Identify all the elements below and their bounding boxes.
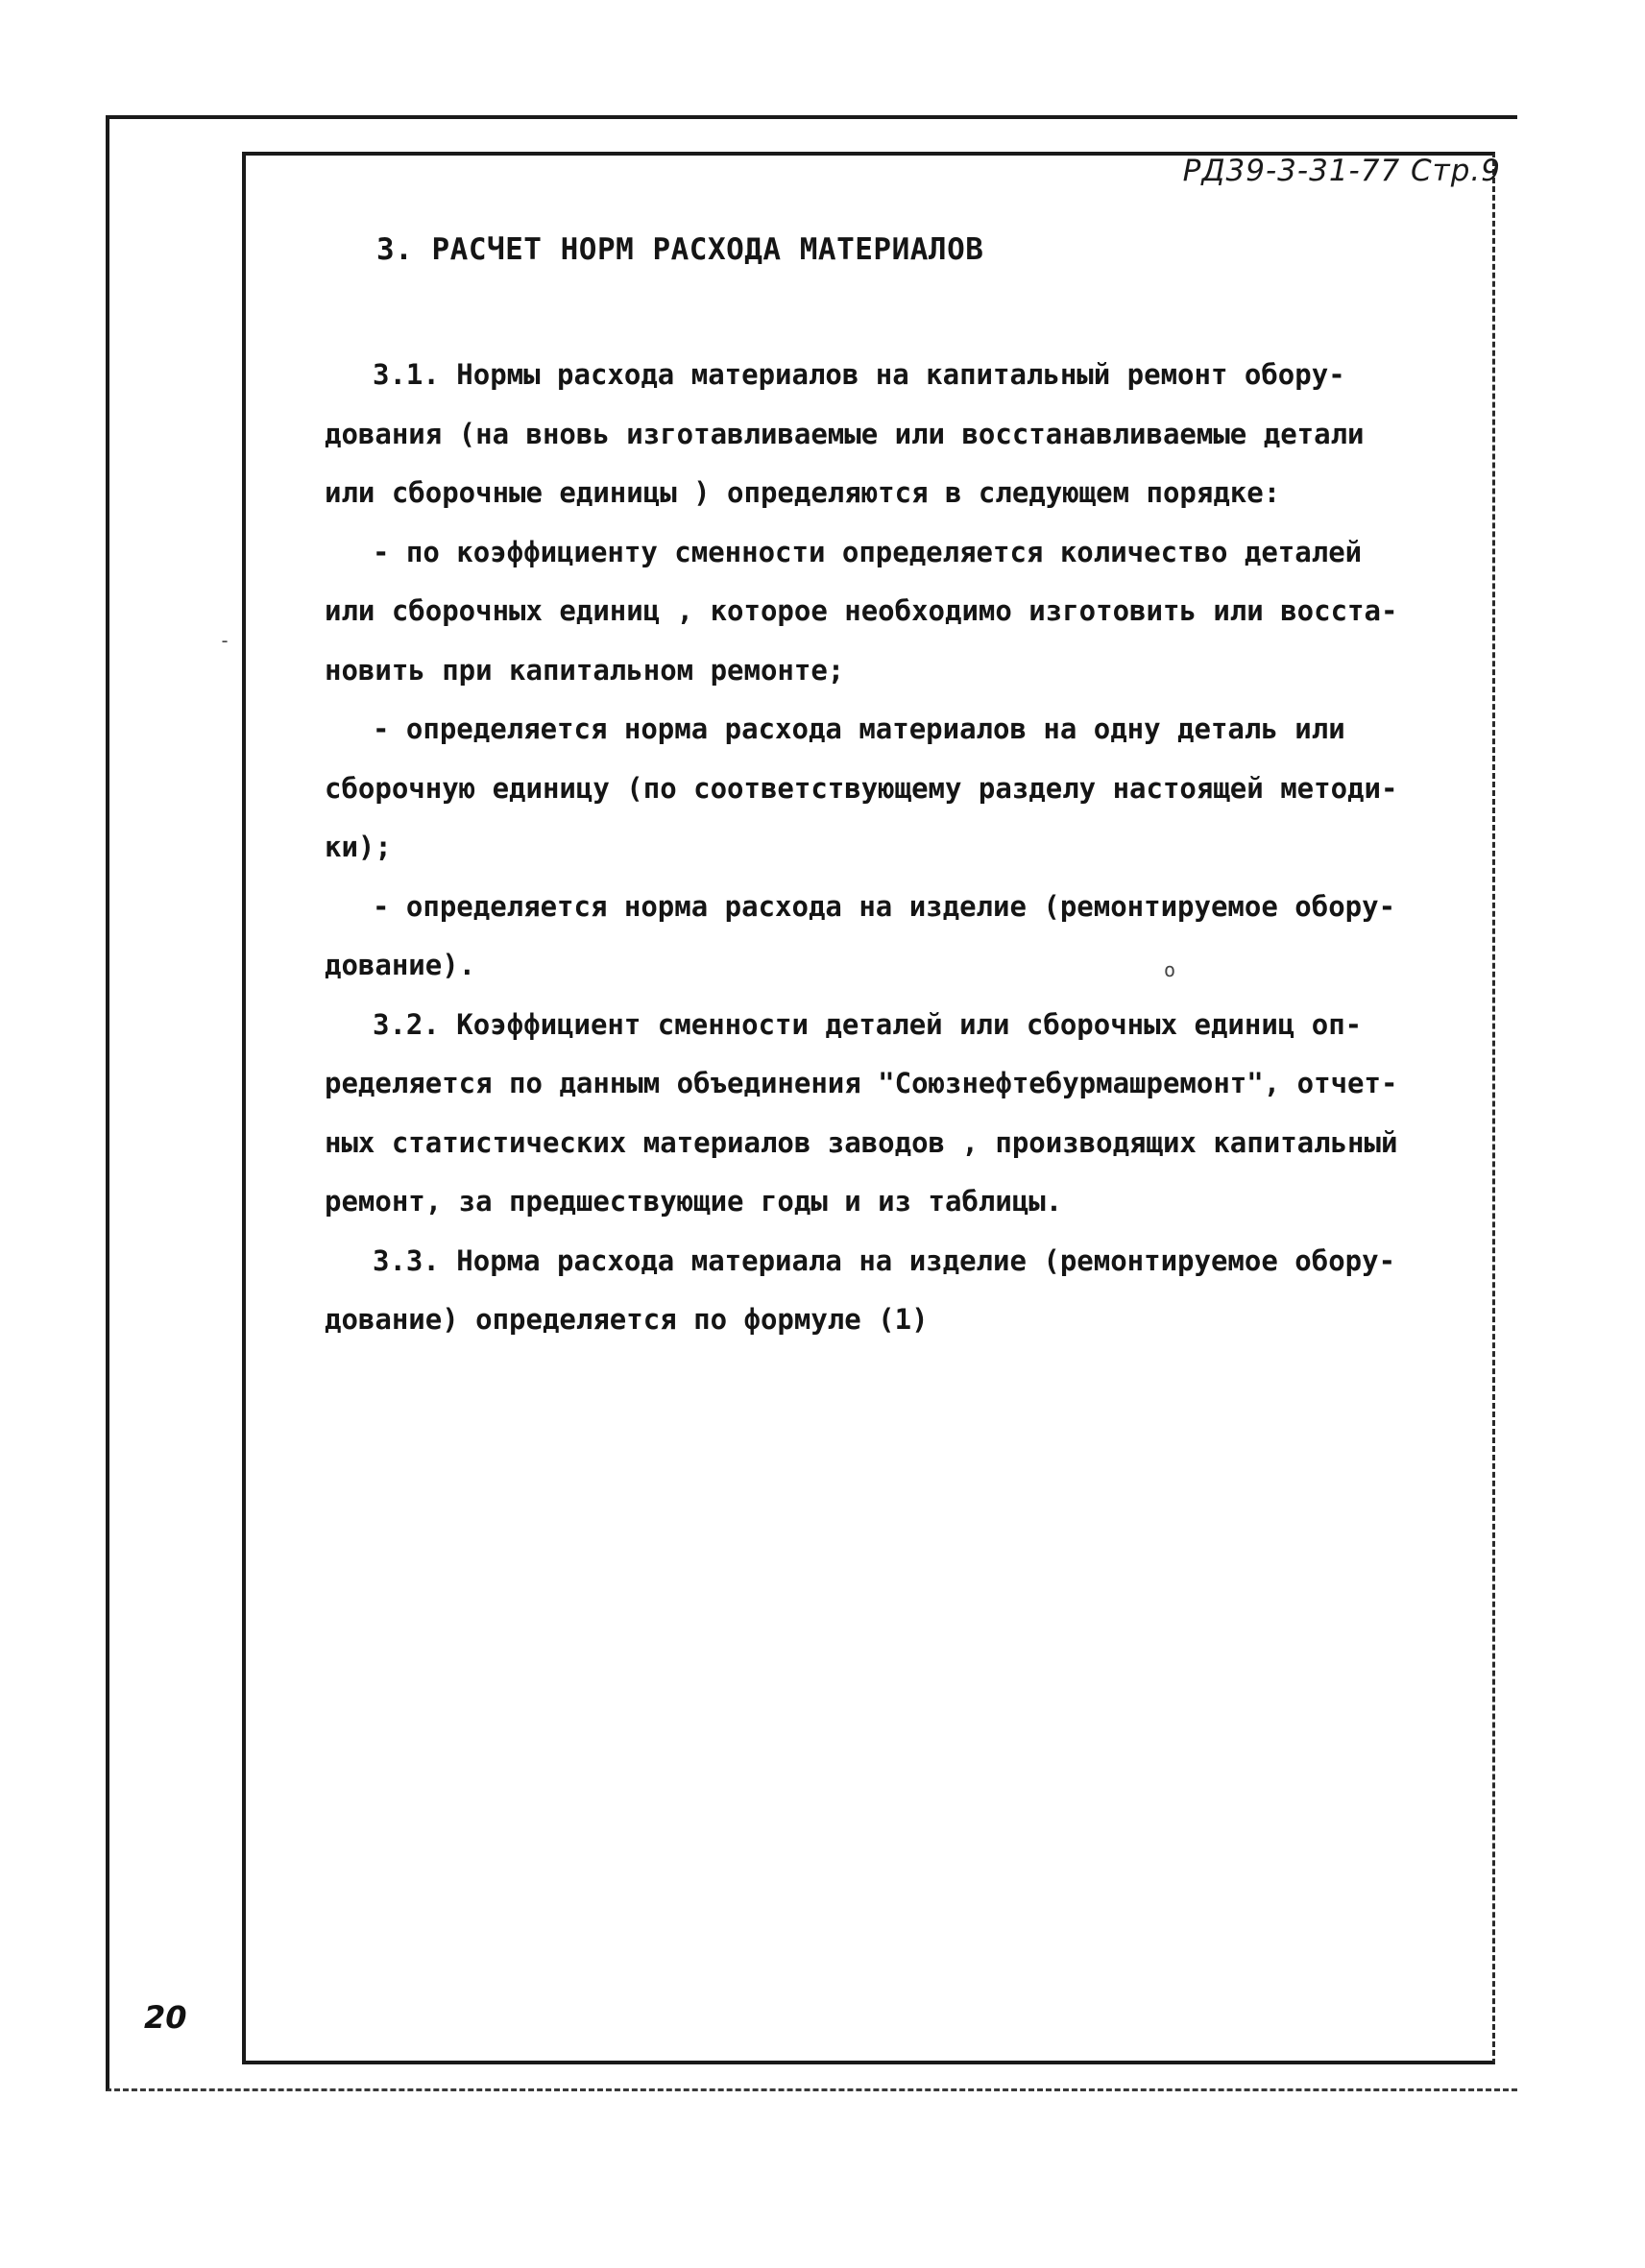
text-line: 3.3. Норма расхода материала на изделие (ремонтируемое обору- xyxy=(373,1243,1396,1277)
text-line: - определяется норма расхода материалов на одну деталь или xyxy=(373,712,1345,745)
text-line: или сборочных единиц , которое необходимо изготовить или восста- xyxy=(325,594,1398,627)
text-line: дование). xyxy=(325,949,476,981)
text-line: 3.1. Нормы расхода материалов на капитальный ремонт обору- xyxy=(373,358,1345,391)
text-line: 3.2. Коэффициент сменности деталей или сборочных единиц оп- xyxy=(373,1007,1363,1041)
document-code: РД39-3-31-77 Стр.9 xyxy=(1182,154,1501,188)
scan-speck-mark: o xyxy=(1164,958,1176,981)
text-line: ределяется по данным объединения "Союзнефтебурмашремонт", отчет- xyxy=(325,1067,1398,1099)
page-number: 20 xyxy=(144,1999,187,2036)
text-line: новить при капитальном ремонте; xyxy=(325,653,845,687)
text-line: ных статистических материалов заводов , производящих капитальный xyxy=(325,1125,1398,1159)
text-line: ки); xyxy=(325,831,392,863)
body-text xyxy=(325,346,1467,1350)
text-line: - определяется норма расхода на изделие (ремонтируемое обору- xyxy=(373,889,1396,923)
text-line: или сборочные единицы ) определяются в следующем порядке: xyxy=(325,476,1281,509)
scan-margin-mark: - xyxy=(219,629,231,652)
text-line: дования (на вновь изготавливаемые или восстанавливаемые детали xyxy=(325,417,1365,450)
text-line: дование) определяется по формуле (1) xyxy=(325,1303,929,1336)
text-line: сборочную единицу (по соответствующему разделу настоящей методи- xyxy=(325,771,1398,805)
text-line: - по коэффициенту сменности определяется количество деталей xyxy=(373,535,1363,568)
text-line: ремонт, за предшествующие годы и из таблицы. xyxy=(325,1185,1063,1218)
section-heading: 3. РАСЧЕТ НОРМ РАСХОДА МАТЕРИАЛОВ xyxy=(376,232,984,267)
